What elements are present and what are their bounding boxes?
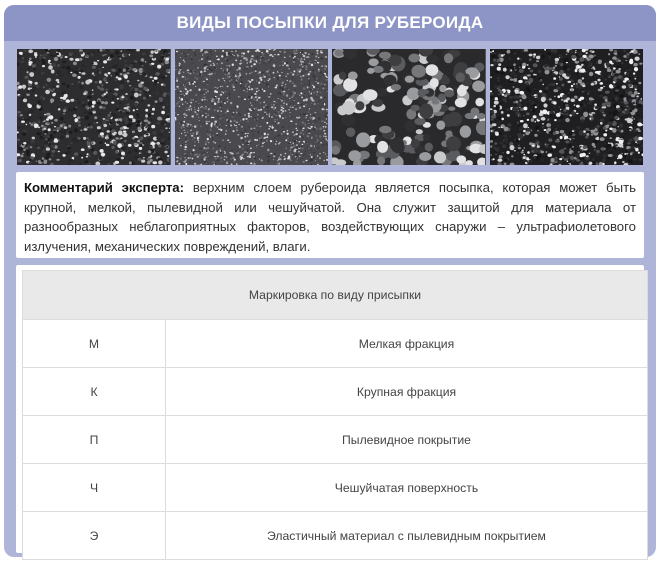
table-cell-code: П — [23, 416, 166, 464]
gravel-photo-dust — [175, 49, 329, 165]
title: ВИДЫ ПОСЫПКИ ДЛЯ РУБЕРОИДА — [4, 5, 656, 41]
table-row — [23, 416, 648, 464]
table-row — [23, 368, 648, 416]
table-cell-desc: Крупная фракция — [166, 368, 648, 416]
marking-table — [22, 270, 648, 560]
table-cell-code: К — [23, 368, 166, 416]
expert-comment-text: верхним слоем рубероида является посыпка, которая может быть крупной, мелкой, пылевидной или чешуйчатой. Она служит защитой для материала от разнообразных неблагоприятных факторов, воздействующих снаружи – ультрафиолетового излучения, механических повреждений, влаги. — [24, 180, 636, 254]
table-row — [23, 320, 648, 368]
gravel-photo-coarse — [332, 49, 486, 165]
table-cell-desc: Мелкая фракция — [166, 320, 648, 368]
gravel-photo-flake — [490, 49, 644, 165]
table-cell-desc: Чешуйчатая поверхность — [166, 464, 648, 512]
gravel-photo-fine — [17, 49, 171, 165]
photo-strip — [17, 49, 643, 165]
infographic-frame — [4, 5, 656, 557]
table-row — [23, 512, 648, 560]
expert-comment — [16, 172, 644, 258]
table-cell-code: М — [23, 320, 166, 368]
table-row — [23, 464, 648, 512]
table-header: Маркировка по виду присыпки — [23, 271, 648, 320]
table-cell-desc: Пылевидное покрытие — [166, 416, 648, 464]
marking-table-panel — [16, 265, 644, 553]
table-cell-code: Ч — [23, 464, 166, 512]
table-cell-desc: Эластичный материал с пылевидным покрытием — [166, 512, 648, 560]
table-cell-code: Э — [23, 512, 166, 560]
expert-comment-label: Комментарий эксперта: — [24, 180, 185, 195]
